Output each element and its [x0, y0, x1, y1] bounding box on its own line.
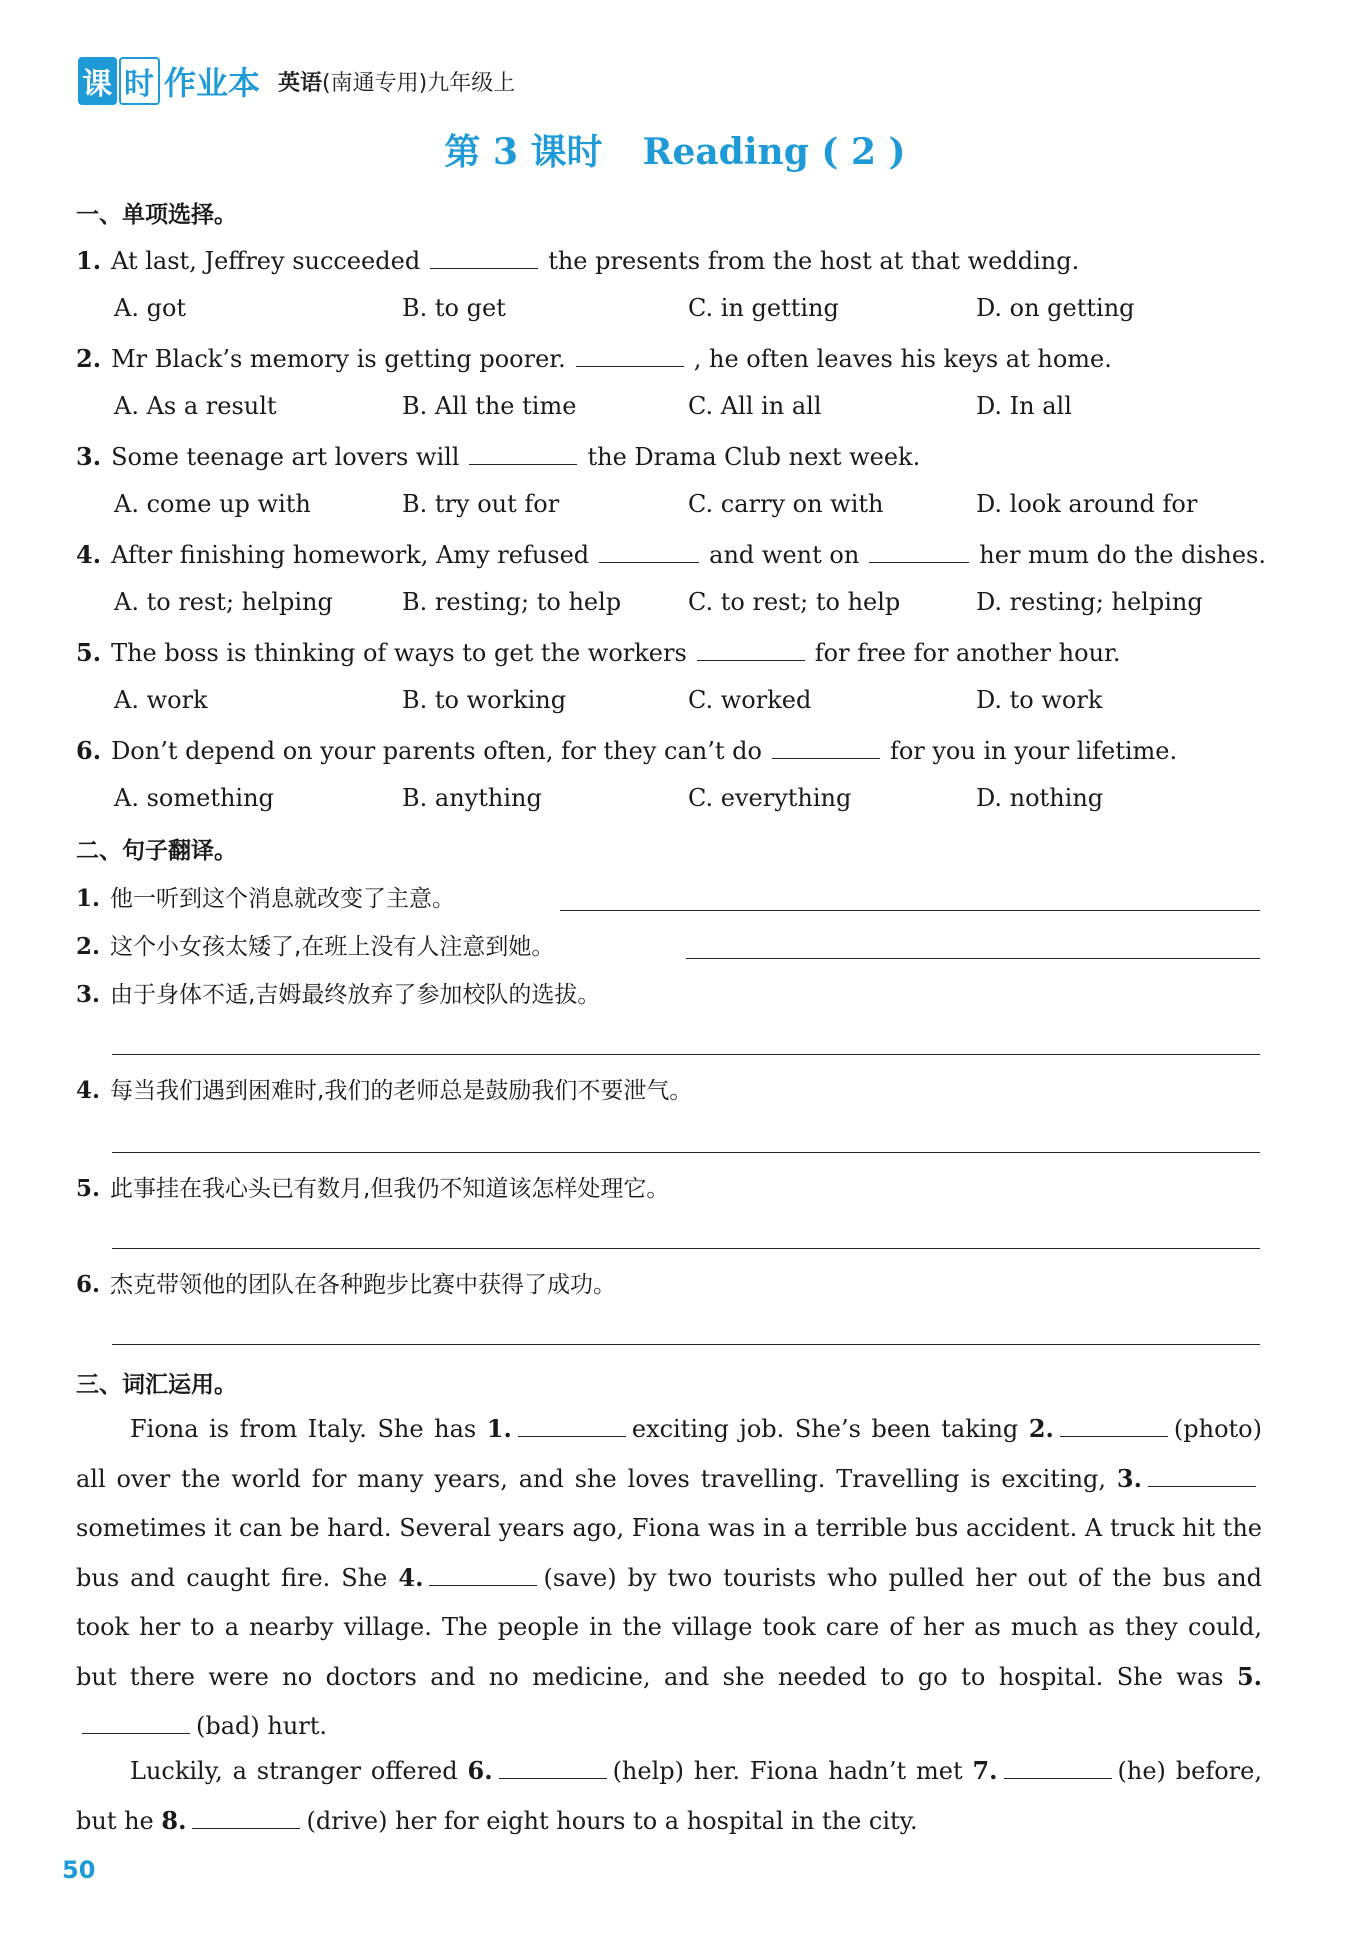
question-3	[76, 442, 920, 471]
question-6	[76, 736, 1177, 765]
answer-blank[interactable]	[1004, 1756, 1112, 1779]
question-stem-end: for you in your lifetime.	[889, 737, 1178, 765]
question-stem: Don’t depend on your parents often, for they can’t do	[111, 737, 762, 765]
option-c[interactable]: C. All in all	[688, 392, 822, 420]
option-c[interactable]: C. in getting	[688, 294, 839, 322]
question-stem: After finishing homework, Amy refused	[111, 541, 590, 569]
cloze-paragraph-2	[76, 1746, 1262, 1846]
translation-5	[76, 1170, 669, 1203]
chinese-sentence: 由于身体不适,吉姆最终放弃了参加校队的选拔。	[110, 982, 601, 1008]
blank-number: 8.	[161, 1806, 187, 1835]
option-b[interactable]: B. try out for	[402, 490, 560, 518]
item-number: 2.	[76, 933, 101, 960]
question-stem: Some teenage art lovers will	[111, 443, 460, 471]
item-number: 3.	[76, 981, 101, 1008]
answer-line[interactable]	[112, 1248, 1260, 1249]
paragraph-text: Fiona is from Italy. She has	[130, 1415, 477, 1443]
option-a[interactable]: A. come up with	[114, 490, 311, 518]
answer-line[interactable]	[112, 1152, 1260, 1153]
item-number: 6.	[76, 1271, 101, 1298]
book-header	[78, 58, 515, 104]
answer-blank[interactable]	[1148, 1464, 1256, 1487]
item-number: 5.	[76, 1175, 101, 1202]
option-a[interactable]: A. to rest; helping	[114, 588, 333, 616]
option-a[interactable]: A. work	[114, 686, 208, 714]
lesson-title	[0, 124, 1350, 175]
paragraph-text: Luckily, a stranger offered	[130, 1757, 458, 1785]
logo-char-2: 时	[119, 57, 160, 105]
option-b[interactable]: B. All the time	[402, 392, 577, 420]
answer-line[interactable]	[112, 1344, 1260, 1345]
item-number: 4.	[76, 1077, 101, 1104]
answer-blank[interactable]	[499, 1756, 607, 1779]
section-2-heading: 二、句子翻译。	[76, 838, 237, 864]
blank-number: 4.	[398, 1563, 424, 1592]
question-stem-end: for free for another hour.	[814, 639, 1121, 667]
paragraph-text: (help) her. Fiona hadn’t met	[612, 1757, 963, 1785]
translation-4	[76, 1072, 692, 1105]
book-subject: 英语	[278, 70, 323, 96]
section-3-heading: 三、词汇运用。	[76, 1372, 237, 1398]
logo-char-1: 课	[78, 57, 117, 105]
blank-number: 2.	[1028, 1414, 1054, 1443]
option-d[interactable]: D. on getting	[976, 294, 1135, 322]
option-a[interactable]: A. got	[114, 294, 187, 322]
blank-number: 1.	[486, 1414, 512, 1443]
option-a[interactable]: A. As a result	[114, 392, 277, 420]
item-number: 1.	[76, 885, 101, 912]
paragraph-text: (he) before, but he	[76, 1757, 1262, 1835]
lesson-title-en: Reading ( 2 )	[642, 131, 906, 173]
question-number: 2.	[76, 344, 102, 373]
option-b[interactable]: B. anything	[402, 784, 542, 812]
answer-blank[interactable]	[469, 442, 577, 465]
option-c[interactable]: C. carry on with	[688, 490, 884, 518]
answer-blank[interactable]	[192, 1806, 300, 1829]
section-1-heading: 一、单项选择。	[76, 202, 237, 228]
cloze-paragraph-1	[76, 1404, 1262, 1751]
answer-blank[interactable]	[518, 1414, 626, 1437]
paragraph-text: exciting job. She’s been taking	[631, 1415, 1019, 1443]
answer-blank[interactable]	[576, 344, 684, 367]
book-name	[278, 66, 515, 97]
chinese-sentence: 此事挂在我心头已有数月,但我仍不知道该怎样处理它。	[110, 1176, 670, 1202]
question-stem-middle: and went on	[709, 541, 860, 569]
translation-3	[76, 976, 600, 1009]
question-stem-end: , he often leaves his keys at home.	[693, 345, 1112, 373]
question-stem-end: her mum do the dishes.	[979, 541, 1266, 569]
answer-blank[interactable]	[1060, 1414, 1168, 1437]
option-d[interactable]: D. resting; helping	[976, 588, 1203, 616]
page-number: 50	[62, 1856, 96, 1884]
paragraph-text: (save) by two tourists who pulled her out of the bus and took her to a nearby village. The people in the village took care of her as much as they could, but there were no doctors and no medicine, and she needed to go to hospital. She was	[76, 1564, 1262, 1691]
question-2	[76, 344, 1112, 373]
chinese-sentence: 这个小女孩太矮了,在班上没有人注意到她。	[110, 934, 555, 960]
option-a[interactable]: A. something	[114, 784, 274, 812]
question-stem-end: the Drama Club next week.	[587, 443, 921, 471]
translation-2	[76, 928, 554, 961]
blank-number: 3.	[1116, 1464, 1142, 1493]
option-b[interactable]: B. to get	[402, 294, 506, 322]
option-d[interactable]: D. In all	[976, 392, 1072, 420]
option-b[interactable]: B. resting; to help	[402, 588, 622, 616]
question-number: 1.	[76, 246, 102, 275]
chinese-sentence: 杰克带领他的团队在各种跑步比赛中获得了成功。	[110, 1272, 617, 1298]
paragraph-text: (bad) hurt.	[196, 1712, 328, 1740]
answer-blank[interactable]	[430, 246, 538, 269]
question-number: 6.	[76, 736, 102, 765]
option-d[interactable]: D. to work	[976, 686, 1103, 714]
blank-number: 6.	[467, 1756, 493, 1785]
option-c[interactable]: C. everything	[688, 784, 852, 812]
answer-blank[interactable]	[869, 540, 969, 563]
option-d[interactable]: D. nothing	[976, 784, 1104, 812]
question-stem: Mr Black’s memory is getting poorer.	[111, 345, 566, 373]
answer-blank[interactable]	[697, 638, 805, 661]
chinese-sentence: 每当我们遇到困难时,我们的老师总是鼓励我们不要泄气。	[110, 1078, 693, 1104]
translation-6	[76, 1266, 616, 1299]
logo-text: 作业本	[164, 64, 261, 102]
answer-blank[interactable]	[772, 736, 880, 759]
question-4	[76, 540, 1266, 569]
answer-blank[interactable]	[599, 540, 699, 563]
question-5	[76, 638, 1121, 667]
paragraph-text: sometimes it can be hard. Several years ago, Fiona was in a terrible bus accident. A truck hit the bus and caught fire. She	[76, 1514, 1262, 1592]
chinese-sentence: 他一听到这个消息就改变了主意。	[110, 886, 456, 912]
answer-blank[interactable]	[429, 1563, 537, 1586]
translation-1	[76, 880, 455, 913]
blank-number: 7.	[972, 1756, 998, 1785]
answer-blank[interactable]	[82, 1711, 190, 1734]
brand-logo	[78, 57, 260, 105]
answer-line[interactable]	[560, 910, 1260, 911]
option-c[interactable]: C. to rest; to help	[688, 588, 901, 616]
answer-line[interactable]	[686, 958, 1260, 959]
question-stem: At last, Jeffrey succeeded	[111, 247, 421, 275]
question-number: 3.	[76, 442, 102, 471]
question-number: 5.	[76, 638, 102, 667]
question-stem-end: the presents from the host at that wedding.	[548, 247, 1080, 275]
question-1	[76, 246, 1079, 275]
paragraph-text: (drive) her for eight hours to a hospital in the city.	[306, 1807, 918, 1835]
question-stem: The boss is thinking of ways to get the workers	[111, 639, 687, 667]
paragraph-text: (photo) all over the world for many years, and she loves travelling. Travelling is exciting,	[76, 1415, 1262, 1493]
question-number: 4.	[76, 540, 102, 569]
answer-line[interactable]	[112, 1054, 1260, 1055]
option-c[interactable]: C. worked	[688, 686, 812, 714]
option-b[interactable]: B. to working	[402, 686, 567, 714]
book-edition: (南通专用)九年级上	[322, 70, 516, 96]
lesson-title-cn: 第 3 课时	[444, 131, 603, 173]
option-d[interactable]: D. look around for	[976, 490, 1198, 518]
blank-number: 5.	[1236, 1662, 1262, 1691]
